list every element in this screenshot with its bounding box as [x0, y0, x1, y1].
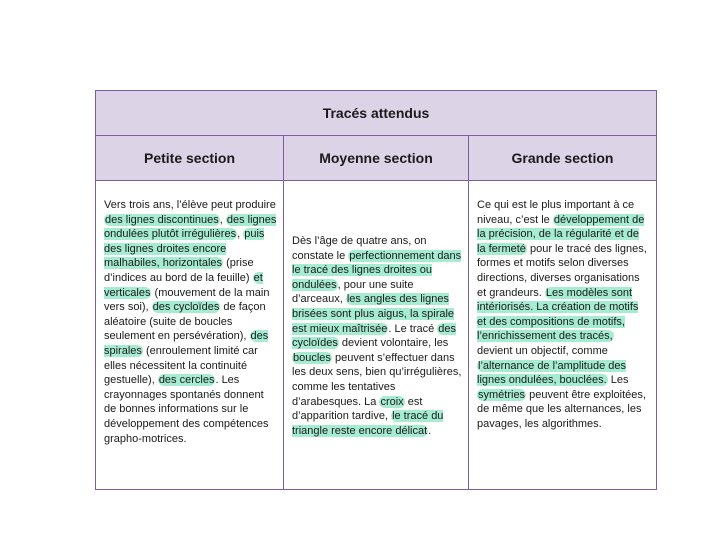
highlighted-phrase: des cycloïdes [292, 322, 457, 350]
highlighted-phrase: des lignes discontinues [105, 213, 219, 226]
text-segment: (mouvement de la main vers soi), [104, 286, 270, 314]
text-segment: . Le tracé [388, 322, 438, 335]
table-title: Tracés attendus [96, 91, 656, 136]
table-body-row [96, 181, 656, 489]
highlighted-phrase: des spirales [104, 330, 269, 357]
grande-section-text [469, 181, 656, 489]
text-segment: , [237, 228, 244, 241]
text-segment: devient volontaire, les [338, 337, 449, 350]
text-segment: , [219, 213, 226, 226]
moyenne-section-text [284, 181, 469, 489]
highlighted-phrase: des lignes ondulées plutôt irrégulières [104, 213, 277, 241]
text-segment: peuvent être exploitées, de même que les alternances, les pavages, les algorithmes. [477, 388, 646, 430]
highlighted-phrase: l’alternance de l’amplitude des lignes ondulées, bouclées. [477, 359, 626, 387]
highlighted-phrase: croix [380, 395, 404, 408]
text-segment: pour le tracé des lignes, formes et motifs selon diverses directions, diverses organisations et grandeurs. [477, 242, 647, 299]
text-segment: , pour une suite d’arceaux, [292, 278, 414, 306]
highlighted-phrase: et verticales [104, 271, 263, 299]
column-header-moyenne-section: Moyenne section [284, 136, 469, 180]
text-segment: . Les crayonnages spontanés donnent de bonnes informations sur le développement des compétences grapho-motrices. [104, 374, 269, 445]
highlighted-phrase: perfectionnement dans le tracé des lignes droites ou ondulées [292, 249, 462, 291]
highlighted-phrase: boucles [293, 351, 331, 364]
text-segment: (enroulement limité car elles nécessitent la continuité gestuelle), [104, 344, 258, 387]
column-header-grande-section: Grande section [511, 150, 614, 166]
highlighted-phrase: Les modèles sont intériorisés. La création de motifs et des compositions de motifs, l’enrichissement des tracés, [477, 286, 639, 343]
text-segment: Dès l’âge de quatre ans, on constate le [292, 235, 427, 262]
highlighted-phrase: des cercles [158, 374, 215, 387]
highlighted-phrase: puis des lignes droites encore malhabiles, horizontales [104, 228, 265, 270]
traces-table [95, 90, 657, 490]
text-segment: devient un objectif, comme [477, 344, 608, 357]
column-header-row [96, 136, 656, 181]
highlighted-phrase: symétries [478, 388, 526, 401]
highlighted-phrase: des cycloïdes [152, 301, 220, 314]
highlighted-phrase: le tracé du triangle reste encore délicat [292, 410, 444, 437]
highlighted-phrase: les angles des lignes brisées sont plus aigus, la spirale est mieux maîtrisée [292, 293, 455, 335]
text-segment: . [428, 424, 432, 437]
text-segment: est d’apparition tardive, [292, 395, 423, 423]
column-header-petite-section: Petite section [96, 136, 284, 180]
petite-section-text [96, 181, 284, 489]
text-segment: Ce qui est le plus important à ce niveau, c’est le [477, 199, 635, 226]
text-segment: de façon aléatoire (suite de boucles seulement en persévération), [104, 301, 266, 343]
text-segment: Les [607, 374, 629, 387]
text-segment: (prise d’indices au bord de la feuille) [104, 257, 254, 284]
highlighted-phrase: développement de la précision, de la régularité et de la fermeté [477, 213, 645, 255]
text-segment: peuvent s’effectuer dans les deux sens, bien qu’irrégulières, comme les tentatives d’arabesques. La [292, 351, 462, 408]
text-segment: Vers trois ans, l’élève peut produire [104, 199, 276, 211]
